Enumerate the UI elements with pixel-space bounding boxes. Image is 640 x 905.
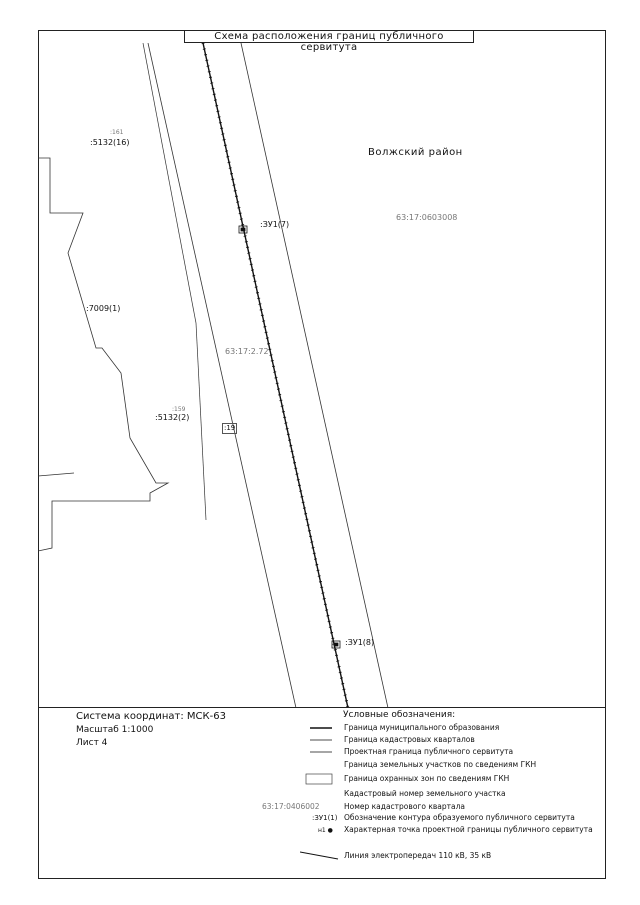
legend-item-quarter-boundary: Граница кадастровых кварталов <box>300 734 600 746</box>
quarter-boundary-line <box>143 43 196 323</box>
legend-item-land-parcels: Граница земельных участков по сведениям ГКН <box>344 760 537 769</box>
legend-heading: Условные обозначения: <box>343 710 456 720</box>
land-parcel-outline-2 <box>38 473 74 476</box>
servitude-contour-label-8: :ЗУ1(8) <box>345 638 375 647</box>
parcel-number-label-2: :7009(1) <box>86 304 121 313</box>
legend-item-power-line: Линия электропередач 110 кВ, 35 кВ <box>300 850 600 862</box>
point-sample: н1 ● <box>318 827 333 834</box>
thin-line-icon <box>300 746 340 758</box>
legend-item-servitude-boundary: Проектная граница публичного сервитута <box>300 746 600 758</box>
power-line-icon <box>300 850 340 862</box>
coordinate-system-label: Система координат: МСК-63 <box>76 711 226 722</box>
quarter-number-label: 63:17:0603008 <box>396 213 458 222</box>
contour-sample: :ЗУ1(1) <box>312 814 338 822</box>
legend-item-protection-zones: Граница охранных зон по сведениям ГКН <box>300 773 600 785</box>
thick-line-icon <box>300 722 340 734</box>
district-label: Волжский район <box>368 147 463 158</box>
parcel-mark-label: :161 <box>110 129 124 136</box>
power-line <box>203 43 348 708</box>
scale-label: Масштаб 1:1000 <box>76 725 154 735</box>
legend-item-characteristic-point: н1 ● Характерная точка проектной границы публичного сервитута <box>300 824 600 848</box>
servitude-boundary-right <box>241 43 388 708</box>
parcel-mark-label-2: :159 <box>172 406 186 413</box>
legend-item-servitude-contour: :ЗУ1(1) Обозначение контура образуемого публичного сервитута <box>300 812 600 824</box>
map-area[interactable] <box>38 43 606 708</box>
legend-item-municipal-boundary: Граница муниципального образования <box>300 722 600 734</box>
sheet-number-label: Лист 4 <box>76 738 108 748</box>
land-parcel-outline <box>38 158 168 551</box>
legend-item-parcel-number: Кадастровый номер земельного участка <box>344 789 506 798</box>
servitude-contour-label-7: :ЗУ1(7) <box>260 220 290 229</box>
point-icon: ● <box>327 827 333 834</box>
quarter-number-label-2: 63:17:2.72 <box>225 347 269 356</box>
rectangle-icon <box>300 773 340 785</box>
thin-line-icon <box>300 734 340 746</box>
quarter-number-sample: 63:17:0406002 <box>262 802 320 811</box>
parcel-number-label: :5132(16) <box>90 138 130 147</box>
parcel-number-box: :19 <box>224 424 236 432</box>
parcel-number-label-3: :5132(2) <box>155 413 190 422</box>
legend-item-quarter-number: 63:17:0406002 Номер кадастрового квартала <box>300 801 600 813</box>
map-title: Схема расположения границ публичного сервитута <box>184 30 474 43</box>
servitude-boundary-left <box>148 43 296 708</box>
quarter-boundary-line-2 <box>196 323 206 520</box>
